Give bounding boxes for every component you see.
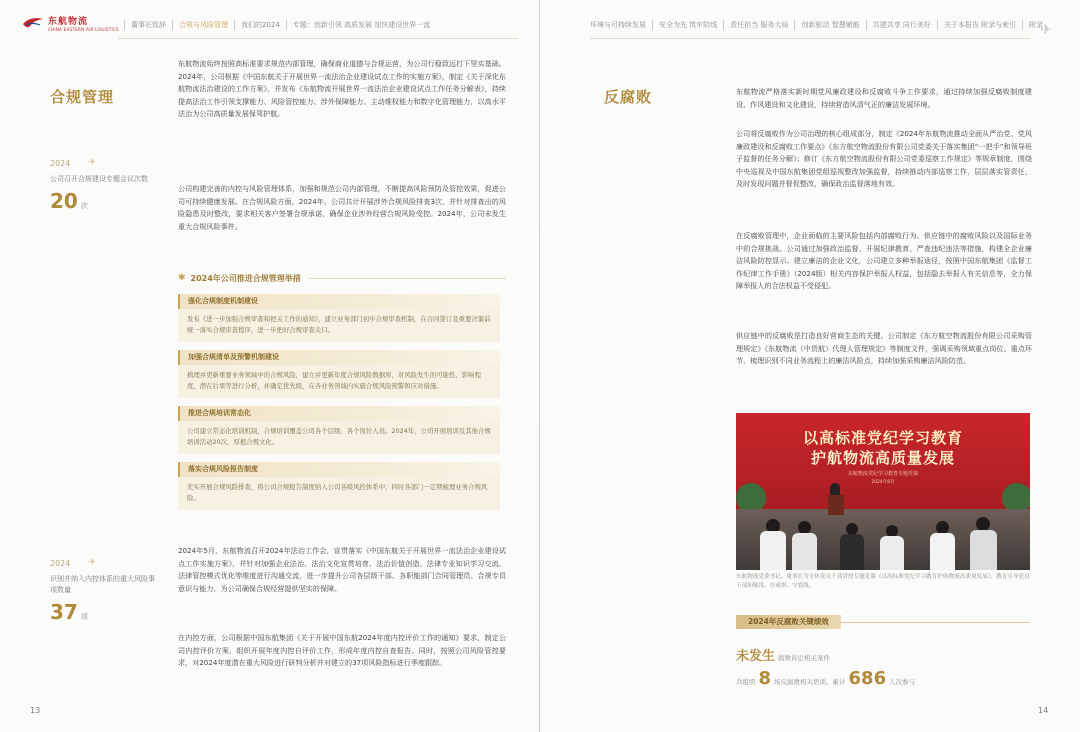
plane-icon: ✈ <box>1040 22 1052 38</box>
kpi-text: 场反腐败相关培训，累计 <box>774 678 846 686</box>
nav-divider <box>723 20 724 30</box>
kpi-title-bar <box>736 614 1030 630</box>
measure-body: 发布《进一步加强合规审查和把关工作的通知》，建立业务部门初步合规审查机制，在合同签订及重要决策前统一落实合规审查程序，进一步把好合规审查关口。 <box>178 309 500 342</box>
star-icon: ✱ <box>178 273 186 283</box>
kpi-title: 2024年反腐败关键绩效 <box>736 615 841 629</box>
measure-body: 梳理并更新重要业务领域中的合规风险，建立并更新年度合规风险数据库，对风险发生的可能性、影响程度、潜在后果等进行分析，并确定优先级，在各业务领域内实施合规风险预警和应对措施。 <box>178 365 500 398</box>
stat-label: 公司召开合规建设专题会议次数 <box>50 175 148 183</box>
stat-value: 37 <box>50 600 78 624</box>
measure-heading: 落实合规风险报告制度 <box>178 462 500 477</box>
nav-divider <box>794 20 795 30</box>
stat-unit: 次 <box>80 202 88 210</box>
nav-divider <box>234 20 235 30</box>
photo-headline: 护航物流高质量发展 <box>810 449 955 467</box>
measure-heading: 推进合规培训常态化 <box>178 406 500 421</box>
measure-item <box>178 406 500 454</box>
audience-body <box>880 536 904 570</box>
stat-unit: 项 <box>80 613 88 621</box>
stat-year: 2024 <box>50 158 71 168</box>
audience-body <box>792 533 817 570</box>
page-number: 14 <box>1038 706 1049 715</box>
kpi-value: 未发生 <box>736 649 776 664</box>
nav-item[interactable]: 安全为先 筑牢防线 <box>659 21 718 29</box>
nav-item[interactable]: 我们的2024 <box>241 21 280 29</box>
stat-year: 2024 <box>50 558 71 568</box>
measure-body: 充实开展合规风险排查，将公司合规报告制度纳入公司各级风控体系中，同时各部门一定期梳理业务合规风险。 <box>178 477 500 510</box>
stat-risk-items <box>50 558 160 624</box>
nav-divider <box>937 20 938 30</box>
kpi-row-training <box>736 668 915 689</box>
audience-head <box>976 517 990 531</box>
logo <box>22 14 119 32</box>
paragraph: 东航物流始终按照高标准要求规范内部管理，确保商业道德与合规运营，为公司行稳致远打下坚实基础。2024年，公司根据《中国东航关于开展世界一流法治企业建设试点工作的实施方案》，制定《关于深化东航物流法治建设的工作方案》，并发布《东航物流开展世界一流法治企业建设试点工作任务分解表》，持续提高法治工作引领支撑能力、风险管控能力、涉外保障能力、主动维权能力和数字化管理能力，以高水平法治为公司高质量发展保驾护航。 <box>178 59 506 119</box>
header-rule <box>118 38 518 39</box>
kpi-text: 腐败诉讼相关案件 <box>778 654 831 662</box>
measure-heading: 强化合规制度机制建设 <box>178 294 500 309</box>
measure-item <box>178 294 500 342</box>
logo-cn: 东航物流 <box>48 17 89 27</box>
kpi-value: 8 <box>758 668 772 689</box>
paragraph: 公司构建完善的内控与风险管理体系，加强和规范公司内部管理，不断提高风险预防及管控效果，促进公司可持续健康发展。在合规风险方面，2024年，公司共计开展涉外合规风险排查3次，并针对排查出的风险隐患及时整改，要求相关客户签署合规承诺，确保企业涉外经营合规风险受控。2024年，公司未发生重大合规风险事件。 <box>178 184 506 231</box>
nav-item[interactable]: 关于本报告 附录与索引 <box>943 21 1017 29</box>
page-number: 13 <box>30 706 41 715</box>
section-title-anticorruption: 反腐败 <box>604 88 653 106</box>
paragraph: 在反腐败管理中，企业面临的主要风险包括内部腐败行为、供应链中的腐败风险以及国际业务中的合规挑战。公司通过加强政治监督、开展纪律教育、严查违纪违法等措施，构建全企业廉洁风险防控显示。建立廉洁的企业文化，公司建立多种举报途径，按照中国东航集团《监督工作纪律工作手册》（2024版）相关内容保护举报人权益，包括隐去举报人有关信息等，全力保障举报人的合法权益不受侵犯。 <box>736 231 1032 291</box>
podium <box>828 495 844 515</box>
box-title: 2024年公司推进合规管理举措 <box>190 273 301 283</box>
nav-divider <box>1022 20 1023 30</box>
event-photo <box>736 413 1030 570</box>
kpi-text: 共组织 <box>736 678 756 686</box>
nav-item[interactable]: 专题：创新引领 高质发展 加快建设世界一流 <box>292 21 431 29</box>
nav-item[interactable]: 责任担当 服务大局 <box>730 21 789 29</box>
paragraph: 供应链中的反腐败是打造良好营商生态的关键。公司制定《东方航空物流股份有限公司采购管理规定》《东航物流（中货航）代理人管理规定》等制度文件，强调采购领域重点岗位、重点环节，梳理识别不同业务流程上的廉洁风险点，持续加强采购廉洁风险防范。 <box>736 331 1032 366</box>
nav-divider <box>286 20 287 30</box>
header-nav-right <box>590 16 1043 34</box>
photo-date: 2024年6月 <box>871 480 895 485</box>
nav-item-active[interactable]: 合规与风险管理 <box>179 21 228 29</box>
compliance-measures-box <box>178 270 506 510</box>
kpi-text: 人次参与 <box>889 678 916 686</box>
stat-value: 20 <box>50 189 78 213</box>
section-title-compliance: 合规管理 <box>50 88 115 106</box>
measure-item <box>178 462 500 510</box>
measure-body: 公司建立常态化培训机制，合规培训覆盖公司各个层级、各个岗位人员。2024年，公司开展培训及其他合规培训活动20次，厚植合规文化。 <box>178 421 500 454</box>
header-nav-left <box>118 16 430 34</box>
paragraph: 公司将反腐败作为公司治理的核心组成部分，制定《2024年东航物流推动全面从严治党、党风廉政建设和反腐败工作要点》《东方航空物流股份有限公司党委关于落实集团“一把手”和领导班子监督的任务分解》；修订《东方航空物流股份有限公司党委巡察工作规定》等规章制度，围绕中央巡视及中国东航集团党组巡视整改加强监督，持续推动内部巡察工作，层层落实管责任，及时发现问题并督促整改，确保政治监督落地有效。 <box>736 129 1032 189</box>
plane-icon: ✈ <box>88 158 96 168</box>
kpi-value: 686 <box>848 668 887 689</box>
audience-body <box>760 531 786 570</box>
kpi-row-cases <box>736 645 830 664</box>
stat-label: 识别并纳入内控体系的重大风险事项数量 <box>50 575 155 594</box>
swallow-logo-icon <box>22 16 44 30</box>
nav-item[interactable]: 附录 <box>1029 21 1044 29</box>
nav-item[interactable]: 共建共享 同行美好 <box>872 21 931 29</box>
nav-divider <box>652 20 653 30</box>
plane-icon: ✈ <box>88 558 96 568</box>
measure-item <box>178 350 500 398</box>
logo-en: CHINA EASTERN AIR LOGISTICS <box>48 27 119 32</box>
stat-meetings <box>50 158 160 213</box>
nav-divider <box>866 20 867 30</box>
photo-subtitle: 东航物流党纪学习教育专题党课 <box>847 471 918 477</box>
paragraph: 东航物流严格落实新时期党风廉政建设和反腐败斗争工作要求，通过持续加强反腐败制度建设、作风建设和文化建设，持续营造风清气正的廉洁发展环境。 <box>736 87 1032 109</box>
measure-heading: 加强合规清单及预警机制建设 <box>178 350 500 365</box>
nav-item[interactable]: 董事长致辞 <box>131 21 166 29</box>
photo-headline: 以高标准党纪学习教育 <box>802 429 963 447</box>
nav-divider <box>124 20 125 30</box>
audience-body <box>930 533 955 570</box>
nav-item[interactable]: 创新驱动 智慧赋能 <box>801 21 860 29</box>
box-rule <box>309 278 506 279</box>
nav-divider <box>172 20 173 30</box>
audience-body <box>840 534 864 570</box>
nav-item[interactable]: 环境与可持续发展 <box>590 21 646 29</box>
audience-body <box>970 530 997 570</box>
header-rule <box>590 38 1030 39</box>
photo-caption: 东航物流党委书记、董事长为全体党员干部讲授专题党课《以高标准党纪学习教育护航物流高质量发展》，教育引导党员干部知敬畏、存戒惧、守底线。 <box>736 574 1030 589</box>
kpi-rule <box>841 622 1030 623</box>
paragraph: 在内控方面，公司根据中国东航集团《关于开展中国东航2024年度内控评价工作的通知》要求，制定公司内控评价方案，组织开展年度内控自评价工作，形成年度内控自查报告。同时，按照公司风险管控要求，对2024年度潜在重大风险进行研判分析并对建立的37项风险指标进行季度跟踪。 <box>178 633 506 668</box>
paragraph: 2024年5月，东航物流召开2024年法治工作会，宣贯落实《中国东航关于开展世界一流法治企业建设试点工作实施方案》，并针对加强企业法治、法治文化宣贯培育、法治价值创造、法律专业知识学习交流、法律管控模式优化等维度进行沟通交流，进一步提升公司各层级干部、各职能部门合同管理员、合规专员意识与能力，为公司确保合规经营提供坚实的保障。 <box>178 546 506 593</box>
